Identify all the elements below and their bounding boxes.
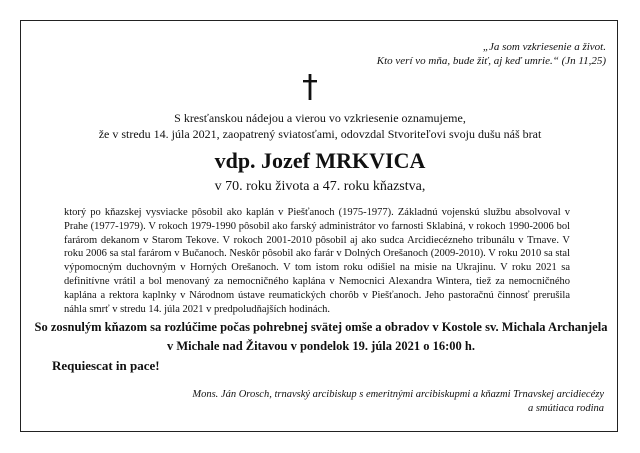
funeral-info (34, 318, 608, 356)
signature-block (192, 388, 604, 416)
bible-quote (377, 40, 606, 68)
signature-line-1: Mons. Ján Orosch, trnavský arcibiskup s emeritnými arcibiskupmi a kňazmi Trnavskej arcidiecézy (192, 389, 604, 400)
signature-line-2: a smútiaca rodina (527, 403, 604, 414)
age-and-priesthood: v 70. roku života a 47. roku kňazstva, (214, 179, 426, 194)
quote-line-2: Kto verí vo mňa, bude žiť, aj keď umrie.“ (Jn 11,25) (376, 55, 606, 67)
funeral-line-1: So zosnulým kňazom sa rozlúčime počas pohrebnej svätej omše a obradov v Kostole sv. Michala Archanjela (34, 320, 608, 334)
requiescat-text: Requiescat in pace! (52, 358, 160, 373)
intro-line-2: že v stredu 14. júla 2021, zaopatrený sviatosťami, odovzdal Stvoriteľovi svoju dušu náš brat (98, 127, 542, 141)
deceased-name: vdp. Jozef MRKVICA (214, 148, 426, 173)
announcement-intro (0, 110, 640, 142)
funeral-line-2: v Michale nad Žitavou v pondelok 19. júla 2021 o 16:00 h. (166, 339, 476, 353)
latin-cross-icon (300, 74, 320, 100)
intro-line-1: S kresťanskou nádejou a vierou vo vzkriesenie oznamujeme, (174, 111, 466, 125)
quote-line-1: „Ja som vzkriesenie a život. (482, 41, 606, 53)
biography-text: ktorý po kňazskej vysviacke pôsobil ako kaplán v Piešťanoch (1975-1977). Základnú vojenskú službu absolvoval v Prahe (1977-1979). V rokoch 1979-1990 pôsobil ako farský administrátor vo farnosti Sklabiná, v rokoch 1990-2006 bol farárom dekanom v Starom Tekove. V rokoch 2001-2010 pôsobil aj ako sudca Arcidiecézneho tribunálu v Trnave. V roku 2006 sa stal farárom v Bučanoch. Neskôr pôsobil ako farár v Dolných Orešanoch (2009-2010). V roku 2010 sa stal výpomocným duchovným v Horných Orešanoch. V tom istom roku odišiel na misie na Ukrajinu. V roku 2021 sa definitívne vrátil a bol menovaný za nemocničného kaplána v Nemocnici Alexandra Wintera, tiež za nemocničného kaplána a rektora kaplnky v Národnom ústave reumatických chorôb v Piešťanoch. Jeho pastoračnú činnosť prerušila náhla smrť v stredu 14. júla 2021 v predpoludňajších hodinách. (64, 207, 570, 315)
